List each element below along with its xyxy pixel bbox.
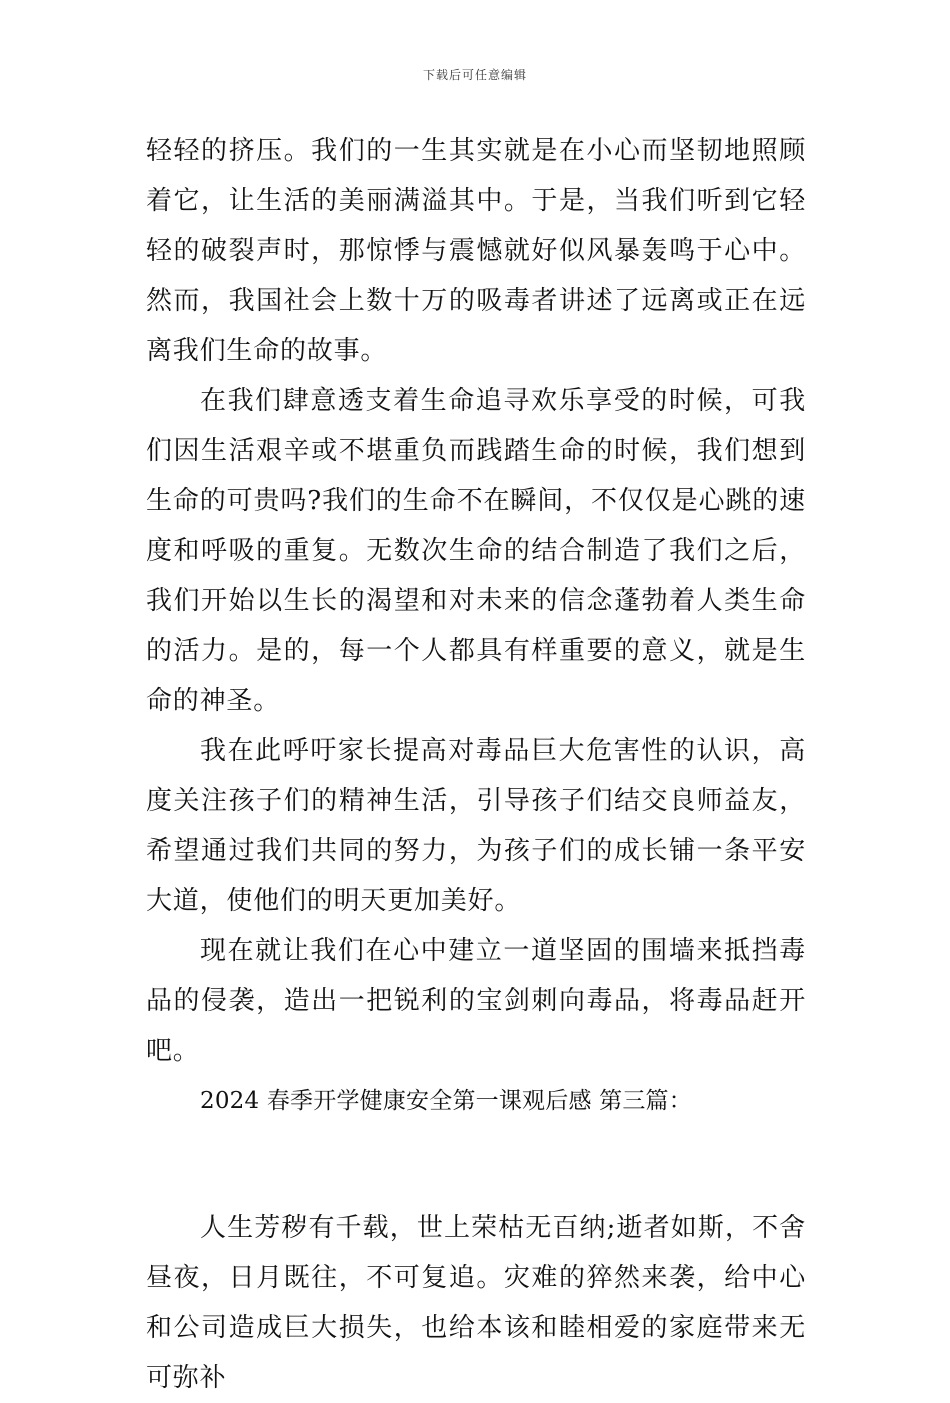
paragraph-life-value: 在我们肆意透支着生命追寻欢乐享受的时候，可我们因生活艰辛或不堪重负而践踏生命的时候，我们想到生命的可贵吗?我们的生命不在瞬间，不仅仅是心跳的速度和呼吸的重复。无数次生命的结合制造了我们之后，我们开始以生长的渴望和对未来的信念蓬勃着人类生命的活力。是的，每一个人都具有样重要的意义，就是生命的神圣。: [146, 386, 806, 716]
page-header-note: 下载后可任意编辑: [422, 68, 527, 82]
paragraph-resist-drugs: 现在就让我们在心中建立一道坚固的围墙来抵挡毒品的侵袭，造出一把锐利的宝剑刺向毒品，将毒品赶开吧。: [146, 936, 806, 1066]
paragraph-parent-appeal: 我在此呼吁家长提高对毒品巨大危害性的认识，高度关注孩子们的精神生活，引导孩子们结交良师益友，希望通过我们共同的努力，为孩子们的成长铺一条平安大道，使他们的明天更加美好。: [146, 736, 806, 916]
section-title: 2024 春季开学健康安全第一课观后感 第三篇：: [200, 1088, 692, 1114]
section-spacer: [146, 1126, 806, 1203]
document-body: [146, 126, 806, 1403]
paragraph-section-three: 人生芳秽有千载，世上荣枯无百纳;逝者如斯，不舍昼夜，日月既往，不可复追。灾难的猝然来袭，给中心和公司造成巨大损失，也给本该和睦相爱的家庭带来无可弥补: [146, 1213, 806, 1393]
paragraph-continuation: 轻轻的挤压。我们的一生其实就是在小心而坚韧地照顾着它，让生活的美丽满溢其中。于是，当我们听到它轻轻的破裂声时，那惊悸与震憾就好似风暴轰鸣于心中。然而，我国社会上数十万的吸毒者讲述了远离或正在远离我们生命的故事。: [146, 136, 806, 366]
